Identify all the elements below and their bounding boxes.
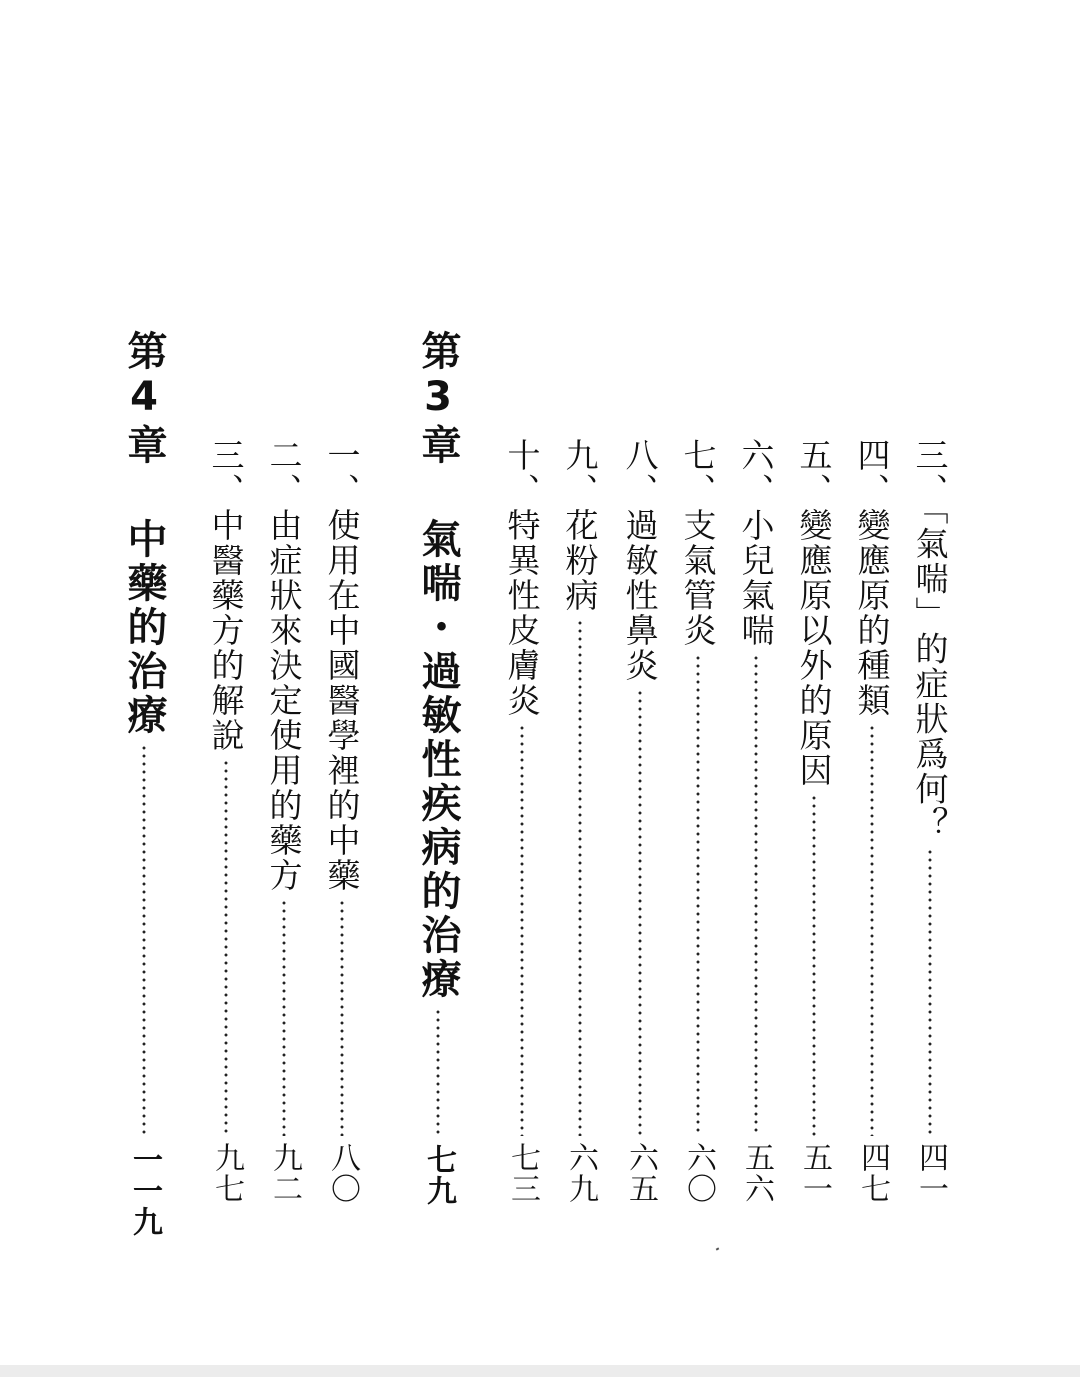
- dot-leader: [142, 744, 146, 1138]
- viewer-bottom-strip: [0, 1365, 1080, 1377]
- dot-leader: [754, 654, 758, 1136]
- toc-entry-page: 五一: [797, 1142, 832, 1204]
- dot-leader: [928, 848, 932, 1137]
- dot-leader: [870, 724, 874, 1136]
- toc-entry-page: 六九: [563, 1142, 598, 1204]
- toc-entry-title: 七、支氣管炎: [678, 438, 718, 648]
- toc-chapter-heading: [412, 330, 464, 1240]
- toc-entry-page: 九二: [267, 1142, 302, 1204]
- chapter-title: 第3章 氣喘・過敏性疾病的治療: [415, 330, 461, 1002]
- chapter-page: 一一九: [127, 1144, 162, 1237]
- toc-entry: [558, 438, 602, 1238]
- dot-leader: [812, 794, 816, 1136]
- toc-entry-title: 六、小兒氣喘: [736, 438, 776, 648]
- toc-entry-page: 四七: [855, 1142, 890, 1204]
- toc-entry-page: 八〇: [325, 1142, 360, 1204]
- toc-entry-page: 七三: [505, 1142, 540, 1204]
- toc-entry-page: 六五: [623, 1142, 658, 1204]
- dot-leader: [224, 759, 228, 1136]
- toc-entry-title: 三、中醫藥方的解說: [206, 438, 246, 753]
- toc-entry-title: 八、過敏性鼻炎: [620, 438, 660, 683]
- toc-entry-title: 十、特異性皮膚炎: [502, 438, 542, 718]
- toc-entry: [500, 438, 544, 1238]
- chapter-title: 第4章 中藥的治療: [121, 330, 167, 738]
- chapter-page: 七九: [421, 1144, 456, 1206]
- toc-entry-title: 四、變應原的種類: [852, 438, 892, 718]
- toc-entry-page: 六〇: [681, 1142, 716, 1204]
- toc-entry-page: 九七: [209, 1142, 244, 1204]
- scan-speck: [716, 1247, 720, 1250]
- toc-entry: [908, 438, 952, 1238]
- toc-entry: [204, 438, 248, 1238]
- toc-entry-title: 二、由症狀來決定使用的藥方: [264, 438, 304, 893]
- toc-entry: [320, 438, 364, 1238]
- toc-entry: [676, 438, 720, 1238]
- toc-entry: [850, 438, 894, 1238]
- toc-entry: [262, 438, 306, 1238]
- dot-leader: [578, 619, 582, 1136]
- dot-leader: [520, 724, 524, 1136]
- dot-leader: [696, 654, 700, 1136]
- toc-entry-title: 三、「氣喘」的症狀爲何？: [910, 438, 950, 842]
- toc-entry: [734, 438, 778, 1238]
- toc-chapter-heading: [118, 330, 170, 1240]
- dot-leader: [638, 689, 642, 1136]
- toc-entry-title: 九、花粉病: [560, 438, 600, 613]
- dot-leader: [340, 899, 344, 1136]
- toc-entry-title: 一、使用在中國醫學裡的中藥: [322, 438, 362, 893]
- toc-entry: [618, 438, 662, 1238]
- toc-entry-title: 五、變應原以外的原因: [794, 438, 834, 788]
- toc-entry: [792, 438, 836, 1238]
- dot-leader: [436, 1008, 440, 1138]
- dot-leader: [282, 899, 286, 1136]
- toc-entry-page: 四一: [913, 1142, 948, 1204]
- toc-entry-page: 五六: [739, 1142, 774, 1204]
